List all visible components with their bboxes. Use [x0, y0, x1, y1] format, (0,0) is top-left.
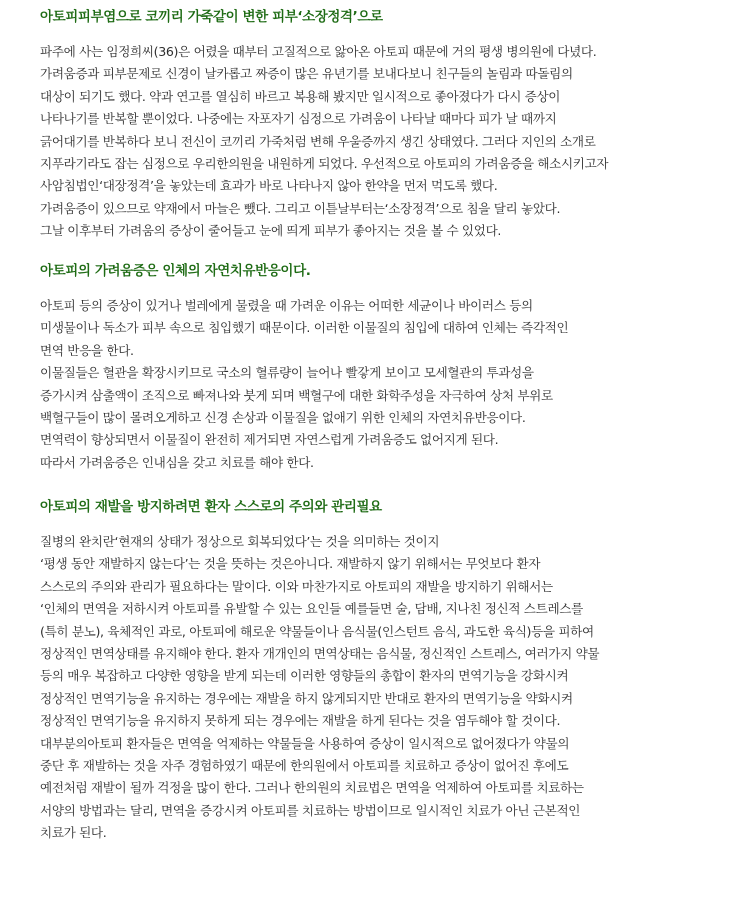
paragraph-line: 나타나기를 반복할 뿐이었다. 나중에는 자포자기 심정으로 가려움이 나타날 때마다 피가 날 때까지 — [40, 111, 557, 127]
paragraph-line: 이물질들은 혈관을 확장시키므로 국소의 혈류량이 늘어나 빨갛게 보이고 모세혈관의 투과성을 — [40, 365, 534, 381]
paragraph-line: 지푸라기라도 잡는 심정으로 우리한의원을 내원하게 되었다. 우선적으로 아토피의 가려움증을 해소시키고자 — [40, 155, 609, 171]
paragraph-line: 증가시켜 삼출액이 조직으로 빠져나와 붓게 되며 백혈구에 대한 화학주성을 자극하여 상처 부위로 — [40, 387, 553, 403]
paragraph-line: 따라서 가려움증은 인내심을 갖고 치료를 해야 한다. — [40, 454, 314, 470]
section-itch-response — [40, 262, 568, 474]
paragraph-line: 서양의 방법과는 달리, 면역을 증강시켜 아토피를 치료하는 방법이므로 일시적인 치료가 아닌 근본적인 — [40, 802, 581, 818]
paragraph-line: 질병의 완치란‘현재의 상태가 정상으로 회복되었다’는 것을 의미하는 것이지 — [40, 534, 440, 549]
paragraph-line: (특히 분노), 육체적인 과로, 아토피에 해로운 약물들이나 음식물(인스턴트 음식, 과도한 육식)등을 피하여 — [40, 623, 594, 639]
paragraph-line: 긁어대기를 반복하다 보니 전신이 코끼리 가죽처럼 변해 우울증까지 생긴 상태였다. 그러다 지인의 소개로 — [40, 133, 596, 149]
section-relapse-prevention — [40, 498, 599, 844]
paragraph-line: 등의 매우 복잡하고 다양한 영향을 받게 되는데 이러한 영향들의 총합이 환자의 면역기능을 강화시켜 — [40, 668, 569, 684]
paragraph-line: 대상이 되기도 했다. 약과 연고를 열심히 바르고 복용해 봤지만 일시적으로 좋아졌다가 다시 증상이 — [40, 88, 561, 104]
paragraph-line: 가려움증이 있으므로 약재에서 마늘은 뺐다. 그리고 이튿날부터는‘소장정격’으로 침을 달리 놓았다. — [40, 200, 561, 216]
paragraph-line: 대부분의아토피 환자들은 면역을 억제하는 약물들을 사용하여 증상이 일시적으로 없어졌다가 약물의 — [40, 735, 570, 751]
section-case-story — [40, 8, 608, 243]
paragraph-line: 면역력이 향상되면서 이물질이 완전히 제거되면 자연스럽게 가려움증도 없어지게 된다. — [40, 432, 499, 448]
paragraph-line: 스스로의 주의와 관리가 필요하다는 말이다. 이와 마찬가지로 아토피의 재발을 방지하기 위해서는 — [40, 578, 553, 594]
paragraph-line: 가려움증과 피부문제로 신경이 날카롭고 짜증이 많은 유년기를 보내다보니 친구들의 놀림과 따돌림의 — [40, 66, 573, 82]
paragraph-line: 아토피 등의 증상이 있거나 벌레에게 물렸을 때 가려운 이유는 어떠한 세균이나 바이러스 등의 — [40, 298, 533, 313]
paragraph-line: ‘인체의 면역을 저하시켜 아토피를 유발할 수 있는 요인들 예를들면 술, 담배, 지나친 정신적 스트레스를 — [40, 601, 583, 617]
paragraph-line: 백혈구들이 많이 몰려오게하고 신경 손상과 이물질을 없애기 위한 인체의 자연치유반응이다. — [40, 409, 526, 425]
paragraph-line: 정상적인 면역기능을 유지하지 못하게 되는 경우에는 재발을 하게 된다는 것을 염두해야 할 것이다. — [40, 713, 561, 729]
paragraph-line: 예전처럼 재발이 될까 걱정을 많이 한다. 그러나 한의원의 치료법은 면역을 억제하여 아토피를 치료하는 — [40, 780, 584, 796]
paragraph-line: 정상적인 면역기능을 유지하는 경우에는 재발을 하지 않게되지만 반대로 환자의 면역기능을 약화시켜 — [40, 690, 573, 706]
paragraph-line: 중단 후 재발하는 것을 자주 경험하였기 때문에 한의원에서 아토피를 치료하고 증상이 없어진 후에도 — [40, 757, 569, 773]
paragraph-line: 치료가 된다. — [40, 825, 107, 841]
paragraph-line: ‘평생 동안 재발하지 않는다’는 것을 뜻하는 것은아니다. 재발하지 않기 위해서는 무엇보다 환자 — [40, 556, 541, 572]
section-body — [40, 531, 599, 844]
section-heading: 아토피의 가려움증은 인체의 자연치유반응이다. — [40, 263, 311, 279]
section-heading: 아토피의 재발을 방지하려면 환자 스스로의 주의와 관리필요 — [40, 499, 382, 515]
section-body — [40, 295, 568, 474]
paragraph-line: 면역 반응을 한다. — [40, 342, 134, 358]
section-body — [40, 41, 608, 243]
paragraph-line: 미생물이나 독소가 피부 속으로 침입했기 때문이다. 이러한 이물질의 침입에 대하여 인체는 즉각적인 — [40, 320, 569, 336]
paragraph-line: 그날 이후부터 가려움의 증상이 줄어들고 눈에 띄게 피부가 좋아지는 것을 볼 수 있었다. — [40, 223, 502, 239]
paragraph-line: 정상적인 면역상태를 유지해야 한다. 환자 개개인의 면역상태는 음식물, 정신적인 스트레스, 여러가지 약물 — [40, 645, 600, 661]
paragraph-line: 파주에 사는 임정희씨(36)은 어렸을 때부터 고질적으로 앓아온 아토피 때문에 거의 평생 병의원에 다녔다. — [40, 44, 597, 59]
section-heading: 아토피피부염으로 코끼리 가죽같이 변한 피부‘소장정격’으로 — [40, 9, 383, 25]
paragraph-line: 사암침법인‘대장정격’을 놓았는데 효과가 바로 나타나지 않아 한약을 먼저 먹도록 했다. — [40, 178, 498, 194]
